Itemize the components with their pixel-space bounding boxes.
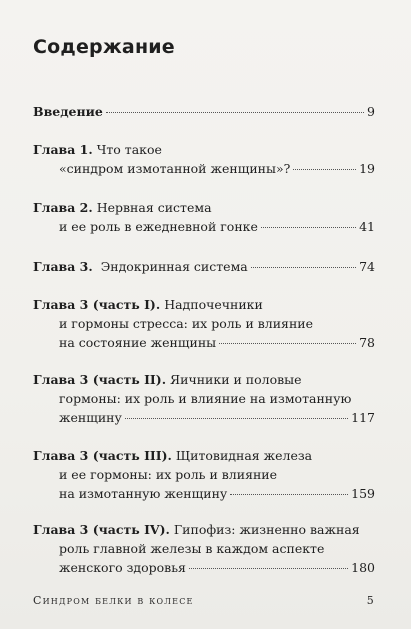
toc-entry-text: Гипофиз: жизненно важная bbox=[173, 522, 360, 537]
toc-entry-line bbox=[33, 257, 375, 276]
toc-entry-label: Глава 3 (часть IV). bbox=[33, 522, 170, 537]
toc-entry-line bbox=[33, 295, 375, 314]
toc-entry-line bbox=[33, 370, 375, 389]
toc-entry-line bbox=[33, 484, 375, 503]
toc-entry-text: Надпочечники bbox=[164, 297, 263, 312]
toc-entry-text: и ее гормоны: их роль и влияние bbox=[59, 467, 278, 482]
toc-entry-line bbox=[33, 558, 375, 577]
toc-entry-text: и гормоны стресса: их роль и влияние bbox=[59, 316, 313, 331]
toc-entry-label: Глава 3 (часть II). bbox=[33, 372, 167, 387]
leader-dots bbox=[293, 169, 356, 170]
leader-dots bbox=[219, 343, 356, 344]
toc-entry-chapter-2 bbox=[33, 198, 375, 236]
toc-entry-text: «синдром измотанной женщины»? bbox=[59, 161, 291, 176]
toc-title: Содержание bbox=[33, 36, 175, 58]
leader-dots bbox=[230, 494, 348, 495]
toc-entry-line bbox=[33, 140, 375, 159]
toc-entry-line bbox=[33, 314, 375, 333]
leader-dots bbox=[189, 568, 348, 569]
page-footer bbox=[33, 594, 375, 607]
toc-entry-line bbox=[33, 389, 375, 408]
toc-entry-line bbox=[33, 198, 375, 217]
toc-page-number: 19 bbox=[359, 161, 375, 176]
toc-entry-label: Глава 3. bbox=[33, 259, 93, 274]
toc-entry-text: Нервная система bbox=[96, 200, 212, 215]
leader-dots bbox=[106, 112, 364, 113]
toc-entry-text: Эндокринная система bbox=[100, 259, 248, 274]
toc-entry-chapter-3-part-1 bbox=[33, 295, 375, 352]
toc-entry-chapter-3 bbox=[33, 257, 375, 276]
toc-entry-line bbox=[33, 102, 375, 121]
toc-page-number: 41 bbox=[359, 219, 375, 234]
toc-entry-text: Щитовидная железа bbox=[175, 448, 313, 463]
toc-entry-text: роль главной железы в каждом аспекте bbox=[59, 541, 325, 556]
toc-entry-chapter-3-part-3 bbox=[33, 446, 375, 503]
toc-page-number: 9 bbox=[367, 104, 375, 119]
toc-entry-line bbox=[33, 333, 375, 352]
toc-entry-line bbox=[33, 539, 375, 558]
toc-page-number: 180 bbox=[351, 560, 375, 575]
toc-entry-text: и ее роль в ежедневной гонке bbox=[59, 219, 258, 234]
toc-page-number: 159 bbox=[351, 486, 375, 501]
toc-entry-chapter-3-part-4 bbox=[33, 520, 375, 577]
running-title: Синдром белки в колесе bbox=[33, 594, 194, 607]
toc-entry-text: на состояние женщины bbox=[59, 335, 217, 350]
toc-entry-line bbox=[33, 465, 375, 484]
leader-dots bbox=[125, 418, 348, 419]
toc-entry-line bbox=[33, 217, 375, 236]
toc-entry-text: женского здоровья bbox=[59, 560, 186, 575]
toc-entry-line bbox=[33, 408, 375, 427]
toc-entry-line bbox=[33, 520, 375, 539]
toc-entry-text: на измотанную женщину bbox=[59, 486, 228, 501]
toc-entry-label: Введение bbox=[33, 104, 103, 119]
toc-entry-label: Глава 3 (часть I). bbox=[33, 297, 161, 312]
toc-entry-text: женщину bbox=[59, 410, 122, 425]
toc-entry-text: Что такое bbox=[96, 142, 162, 157]
toc-entry-introduction bbox=[33, 102, 375, 121]
toc-entry-text: Яичники и половые bbox=[170, 372, 302, 387]
leader-dots bbox=[251, 267, 356, 268]
toc-entry-label: Глава 3 (часть III). bbox=[33, 448, 172, 463]
toc-entry-label: Глава 2. bbox=[33, 200, 93, 215]
folio-page-number: 5 bbox=[366, 594, 375, 607]
toc-page-number: 117 bbox=[351, 410, 375, 425]
leader-dots bbox=[261, 227, 356, 228]
toc-page-number: 78 bbox=[359, 335, 375, 350]
toc-entry-text bbox=[33, 257, 248, 276]
toc-entry-chapter-1 bbox=[33, 140, 375, 178]
toc-entry-line bbox=[33, 159, 375, 178]
toc-entry-text: гормоны: их роль и влияние на измотанную bbox=[59, 391, 352, 406]
toc-page-number: 74 bbox=[359, 259, 375, 274]
toc-entry-label: Глава 1. bbox=[33, 142, 93, 157]
toc-entry-chapter-3-part-2 bbox=[33, 370, 375, 427]
show-through-text bbox=[200, 40, 211, 53]
toc-entry-line bbox=[33, 446, 375, 465]
